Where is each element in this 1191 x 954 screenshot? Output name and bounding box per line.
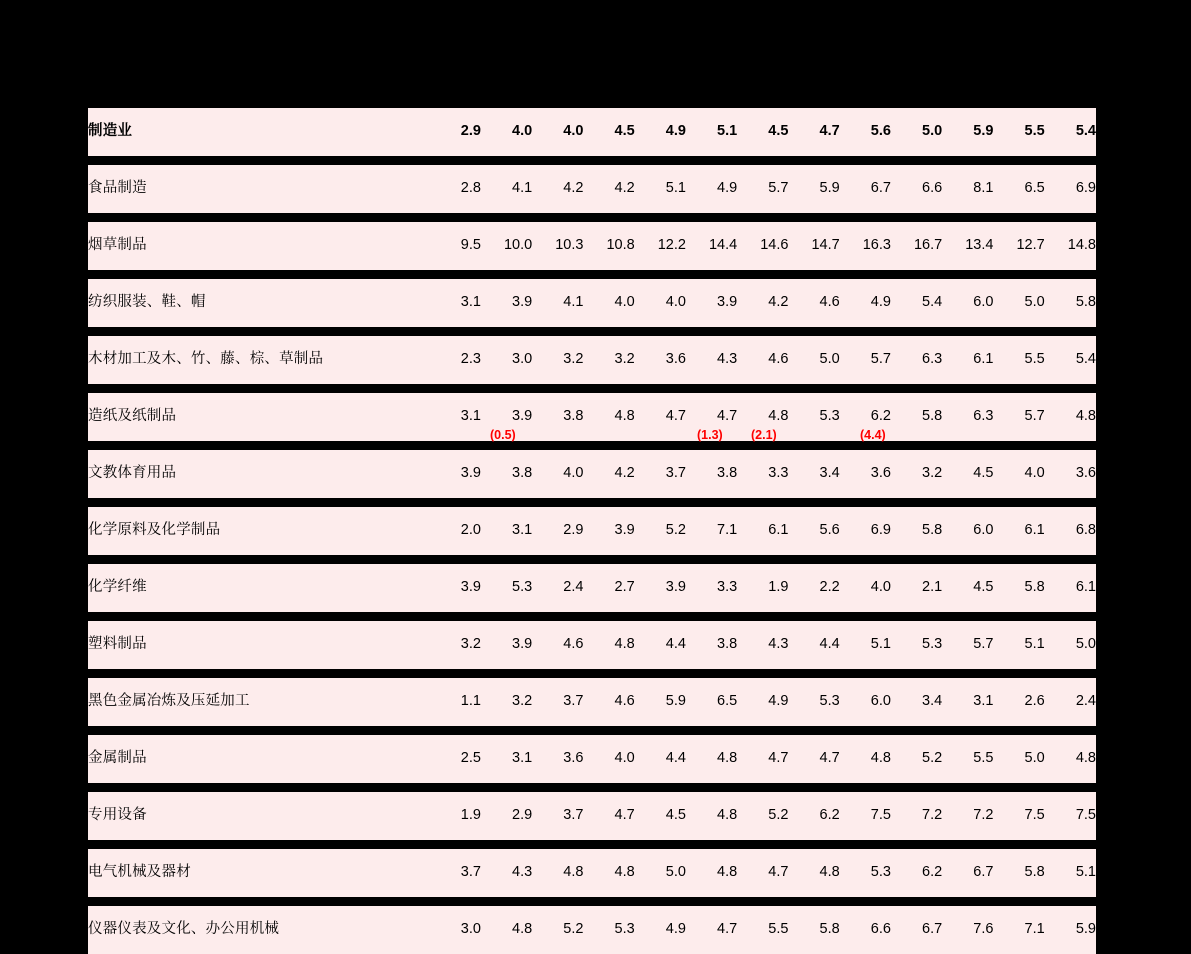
table-cell: 3.1 <box>481 735 532 783</box>
table-cell: 3.2 <box>583 336 634 384</box>
table-cell: 2.8 <box>430 165 481 213</box>
table-cell: 5.4 <box>1045 336 1096 384</box>
table-cell: 14.7 <box>788 222 839 270</box>
table-cell: 6.7 <box>891 906 942 954</box>
table-cell: 5.6 <box>840 108 891 156</box>
table-cell: 5.0 <box>635 849 686 897</box>
table-cell: 4.0 <box>583 735 634 783</box>
table-cell: 4.0 <box>532 450 583 498</box>
table-cell: 3.7 <box>635 450 686 498</box>
table-cell: 12.2 <box>635 222 686 270</box>
row-label: 金属制品 <box>88 735 430 783</box>
data-table-container <box>88 108 1096 954</box>
table-cell: 4.2 <box>583 165 634 213</box>
table-cell: 5.4 <box>1045 108 1096 156</box>
row-spacer <box>88 669 1096 678</box>
table-cell: 5.3 <box>481 564 532 612</box>
row-spacer-cell <box>88 669 1096 678</box>
table-cell: 5.5 <box>993 108 1044 156</box>
table-cell: 4.8 <box>686 849 737 897</box>
row-label: 制造业 <box>88 108 430 156</box>
table-cell: 6.3 <box>891 336 942 384</box>
table-cell: 6.2 <box>840 393 891 441</box>
table-cell: 4.8 <box>686 792 737 840</box>
table-cell: 5.3 <box>891 621 942 669</box>
table-row <box>88 222 1096 270</box>
table-cell: 6.6 <box>891 165 942 213</box>
table-cell: 6.7 <box>942 849 993 897</box>
table-cell: 6.7 <box>840 165 891 213</box>
table-cell: 4.8 <box>686 735 737 783</box>
table-cell: 4.6 <box>583 678 634 726</box>
red-annotation: (4.4) <box>860 428 886 442</box>
table-cell: 6.2 <box>788 792 839 840</box>
table-cell: 6.0 <box>942 507 993 555</box>
table-cell: 2.5 <box>430 735 481 783</box>
table-cell: 5.0 <box>993 279 1044 327</box>
table-cell: 3.6 <box>635 336 686 384</box>
table-cell: 7.2 <box>891 792 942 840</box>
table-cell: 4.2 <box>583 450 634 498</box>
row-label: 塑料制品 <box>88 621 430 669</box>
row-spacer <box>88 783 1096 792</box>
table-cell: 3.1 <box>430 279 481 327</box>
table-cell: 16.3 <box>840 222 891 270</box>
row-spacer-cell <box>88 555 1096 564</box>
table-row <box>88 564 1096 612</box>
table-cell: 4.7 <box>583 792 634 840</box>
table-cell: 2.9 <box>430 108 481 156</box>
table-cell: 3.2 <box>891 450 942 498</box>
table-cell: 5.9 <box>788 165 839 213</box>
table-cell: 4.7 <box>635 393 686 441</box>
table-cell: 5.3 <box>840 849 891 897</box>
row-label: 烟草制品 <box>88 222 430 270</box>
table-row <box>88 906 1096 954</box>
table-cell: 5.1 <box>1045 849 1096 897</box>
table-cell: 3.2 <box>532 336 583 384</box>
table-cell: 6.9 <box>1045 165 1096 213</box>
data-table <box>88 108 1096 954</box>
row-spacer-cell <box>88 498 1096 507</box>
table-cell: 5.5 <box>942 735 993 783</box>
table-cell: 4.2 <box>737 279 788 327</box>
table-cell: 6.2 <box>891 849 942 897</box>
table-cell: 4.6 <box>788 279 839 327</box>
table-cell: 4.8 <box>481 906 532 954</box>
table-cell: 14.8 <box>1045 222 1096 270</box>
table-cell: 4.1 <box>481 165 532 213</box>
table-cell: 3.9 <box>430 450 481 498</box>
table-cell: 6.1 <box>1045 564 1096 612</box>
table-cell: 4.0 <box>993 450 1044 498</box>
table-cell: 3.8 <box>532 393 583 441</box>
table-cell: 3.8 <box>686 621 737 669</box>
table-cell: 3.6 <box>532 735 583 783</box>
row-label: 食品制造 <box>88 165 430 213</box>
row-label: 化学原料及化学制品 <box>88 507 430 555</box>
row-label: 仪器仪表及文化、办公用机械 <box>88 906 430 954</box>
row-spacer <box>88 498 1096 507</box>
row-spacer-cell <box>88 213 1096 222</box>
table-cell: 5.9 <box>942 108 993 156</box>
table-cell: 7.5 <box>840 792 891 840</box>
table-cell: 3.9 <box>481 279 532 327</box>
table-cell: 3.7 <box>532 678 583 726</box>
table-cell: 6.5 <box>993 165 1044 213</box>
table-cell: 3.8 <box>686 450 737 498</box>
table-cell: 4.4 <box>635 621 686 669</box>
table-cell: 3.3 <box>737 450 788 498</box>
table-cell: 4.2 <box>532 165 583 213</box>
table-cell: 5.0 <box>1045 621 1096 669</box>
table-cell: 4.4 <box>635 735 686 783</box>
table-cell: 4.5 <box>942 564 993 612</box>
table-cell: 7.2 <box>942 792 993 840</box>
table-cell: 5.4 <box>891 279 942 327</box>
table-cell: 4.3 <box>686 336 737 384</box>
table-cell: 6.9 <box>840 507 891 555</box>
table-cell: 3.2 <box>430 621 481 669</box>
table-cell: 2.6 <box>993 678 1044 726</box>
table-cell: 4.5 <box>583 108 634 156</box>
table-cell: 4.0 <box>583 279 634 327</box>
table-cell: 3.2 <box>481 678 532 726</box>
table-cell: 4.9 <box>686 165 737 213</box>
row-spacer <box>88 612 1096 621</box>
table-cell: 2.4 <box>532 564 583 612</box>
table-cell: 5.8 <box>891 507 942 555</box>
table-cell: 7.5 <box>993 792 1044 840</box>
red-annotation: (0.5) <box>490 428 516 442</box>
table-cell: 3.7 <box>430 849 481 897</box>
table-cell: 3.9 <box>481 393 532 441</box>
table-cell: 4.9 <box>737 678 788 726</box>
table-cell: 1.9 <box>737 564 788 612</box>
table-row <box>88 849 1096 897</box>
table-cell: 5.2 <box>635 507 686 555</box>
table-cell: 4.6 <box>737 336 788 384</box>
row-spacer-cell <box>88 327 1096 336</box>
table-cell: 8.1 <box>942 165 993 213</box>
table-cell: 4.8 <box>583 621 634 669</box>
row-label: 专用设备 <box>88 792 430 840</box>
table-cell: 4.0 <box>481 108 532 156</box>
table-cell: 3.9 <box>583 507 634 555</box>
table-cell: 3.1 <box>430 393 481 441</box>
row-spacer-cell <box>88 441 1096 450</box>
row-spacer <box>88 840 1096 849</box>
table-cell: 4.9 <box>635 906 686 954</box>
table-cell: 3.1 <box>942 678 993 726</box>
table-cell: 4.5 <box>635 792 686 840</box>
table-cell: 5.1 <box>635 165 686 213</box>
table-cell: 3.9 <box>635 564 686 612</box>
table-cell: 4.8 <box>583 849 634 897</box>
table-cell: 6.1 <box>942 336 993 384</box>
table-cell: 4.0 <box>635 279 686 327</box>
table-cell: 6.1 <box>993 507 1044 555</box>
table-cell: 5.0 <box>788 336 839 384</box>
table-cell: 4.7 <box>788 108 839 156</box>
table-cell: 6.5 <box>686 678 737 726</box>
table-row <box>88 393 1096 441</box>
table-cell: 4.8 <box>1045 735 1096 783</box>
table-cell: 10.8 <box>583 222 634 270</box>
table-cell: 3.8 <box>481 450 532 498</box>
row-label: 造纸及纸制品 <box>88 393 430 441</box>
table-cell: 4.4 <box>788 621 839 669</box>
row-spacer <box>88 156 1096 165</box>
table-cell: 4.8 <box>737 393 788 441</box>
table-cell: 4.0 <box>840 564 891 612</box>
table-row <box>88 108 1096 156</box>
table-cell: 10.3 <box>532 222 583 270</box>
table-cell: 5.0 <box>891 108 942 156</box>
row-spacer-cell <box>88 612 1096 621</box>
row-spacer-cell <box>88 726 1096 735</box>
table-cell: 9.5 <box>430 222 481 270</box>
table-cell: 2.7 <box>583 564 634 612</box>
table-cell: 5.7 <box>737 165 788 213</box>
red-annotation: (2.1) <box>751 428 777 442</box>
table-cell: 3.9 <box>430 564 481 612</box>
table-cell: 5.9 <box>635 678 686 726</box>
table-cell: 6.0 <box>840 678 891 726</box>
row-spacer <box>88 270 1096 279</box>
table-cell: 6.6 <box>840 906 891 954</box>
table-cell: 3.9 <box>481 621 532 669</box>
table-row <box>88 165 1096 213</box>
table-cell: 5.6 <box>788 507 839 555</box>
table-cell: 5.1 <box>993 621 1044 669</box>
table-cell: 6.0 <box>942 279 993 327</box>
row-spacer-cell <box>88 156 1096 165</box>
table-cell: 2.4 <box>1045 678 1096 726</box>
table-cell: 5.1 <box>686 108 737 156</box>
table-row <box>88 507 1096 555</box>
table-cell: 10.0 <box>481 222 532 270</box>
table-cell: 5.0 <box>993 735 1044 783</box>
table-cell: 7.6 <box>942 906 993 954</box>
table-cell: 5.8 <box>891 393 942 441</box>
row-label: 木材加工及木、竹、藤、棕、草制品 <box>88 336 430 384</box>
table-cell: 5.7 <box>993 393 1044 441</box>
table-cell: 5.3 <box>583 906 634 954</box>
row-label: 文教体育用品 <box>88 450 430 498</box>
table-cell: 1.9 <box>430 792 481 840</box>
table-cell: 2.9 <box>481 792 532 840</box>
table-cell: 1.1 <box>430 678 481 726</box>
table-cell: 5.3 <box>788 393 839 441</box>
table-row <box>88 279 1096 327</box>
table-cell: 3.0 <box>481 336 532 384</box>
table-cell: 7.1 <box>993 906 1044 954</box>
table-cell: 2.1 <box>891 564 942 612</box>
table-row <box>88 678 1096 726</box>
table-cell: 4.3 <box>737 621 788 669</box>
table-cell: 4.7 <box>788 735 839 783</box>
table-row <box>88 792 1096 840</box>
table-cell: 7.5 <box>1045 792 1096 840</box>
table-cell: 3.9 <box>686 279 737 327</box>
row-spacer <box>88 726 1096 735</box>
table-cell: 2.9 <box>532 507 583 555</box>
row-label: 电气机械及器材 <box>88 849 430 897</box>
row-spacer-cell <box>88 270 1096 279</box>
table-cell: 5.2 <box>737 792 788 840</box>
table-cell: 4.8 <box>840 735 891 783</box>
table-row <box>88 450 1096 498</box>
table-cell: 4.8 <box>788 849 839 897</box>
table-cell: 4.8 <box>1045 393 1096 441</box>
table-cell: 13.4 <box>942 222 993 270</box>
row-spacer <box>88 327 1096 336</box>
table-cell: 4.3 <box>481 849 532 897</box>
table-cell: 12.7 <box>993 222 1044 270</box>
table-cell: 5.8 <box>993 564 1044 612</box>
table-cell: 4.5 <box>737 108 788 156</box>
row-spacer-cell <box>88 783 1096 792</box>
table-cell: 2.3 <box>430 336 481 384</box>
row-spacer <box>88 441 1096 450</box>
row-label: 黑色金属冶炼及压延加工 <box>88 678 430 726</box>
table-row <box>88 621 1096 669</box>
table-cell: 4.7 <box>686 393 737 441</box>
table-cell: 5.8 <box>788 906 839 954</box>
table-cell: 4.8 <box>532 849 583 897</box>
row-spacer <box>88 384 1096 393</box>
row-label: 化学纤维 <box>88 564 430 612</box>
table-cell: 14.6 <box>737 222 788 270</box>
table-cell: 5.2 <box>532 906 583 954</box>
row-spacer-cell <box>88 384 1096 393</box>
table-cell: 5.2 <box>891 735 942 783</box>
row-spacer <box>88 555 1096 564</box>
table-row <box>88 735 1096 783</box>
table-cell: 7.1 <box>686 507 737 555</box>
table-cell: 3.1 <box>481 507 532 555</box>
table-cell: 4.5 <box>942 450 993 498</box>
table-row <box>88 336 1096 384</box>
table-cell: 5.1 <box>840 621 891 669</box>
table-cell: 5.3 <box>788 678 839 726</box>
table-cell: 4.7 <box>737 735 788 783</box>
table-cell: 4.1 <box>532 279 583 327</box>
table-cell: 5.5 <box>993 336 1044 384</box>
table-cell: 4.9 <box>635 108 686 156</box>
table-cell: 5.7 <box>942 621 993 669</box>
table-cell: 3.7 <box>532 792 583 840</box>
table-cell: 4.7 <box>686 906 737 954</box>
table-cell: 3.6 <box>840 450 891 498</box>
table-cell: 4.8 <box>583 393 634 441</box>
red-annotation: (1.3) <box>697 428 723 442</box>
table-cell: 4.6 <box>532 621 583 669</box>
row-spacer <box>88 897 1096 906</box>
table-cell: 6.3 <box>942 393 993 441</box>
table-cell: 3.4 <box>891 678 942 726</box>
table-cell: 3.4 <box>788 450 839 498</box>
row-spacer <box>88 213 1096 222</box>
table-cell: 3.6 <box>1045 450 1096 498</box>
row-label: 纺织服装、鞋、帽 <box>88 279 430 327</box>
table-cell: 3.3 <box>686 564 737 612</box>
table-cell: 4.0 <box>532 108 583 156</box>
table-cell: 6.1 <box>737 507 788 555</box>
table-cell: 6.8 <box>1045 507 1096 555</box>
table-cell: 5.9 <box>1045 906 1096 954</box>
table-cell: 5.8 <box>993 849 1044 897</box>
table-cell: 5.7 <box>840 336 891 384</box>
row-spacer-cell <box>88 897 1096 906</box>
table-cell: 16.7 <box>891 222 942 270</box>
table-cell: 3.0 <box>430 906 481 954</box>
table-cell: 2.2 <box>788 564 839 612</box>
table-cell: 5.8 <box>1045 279 1096 327</box>
table-cell: 14.4 <box>686 222 737 270</box>
table-cell: 4.9 <box>840 279 891 327</box>
table-cell: 5.5 <box>737 906 788 954</box>
table-cell: 2.0 <box>430 507 481 555</box>
row-spacer-cell <box>88 840 1096 849</box>
table-cell: 4.7 <box>737 849 788 897</box>
